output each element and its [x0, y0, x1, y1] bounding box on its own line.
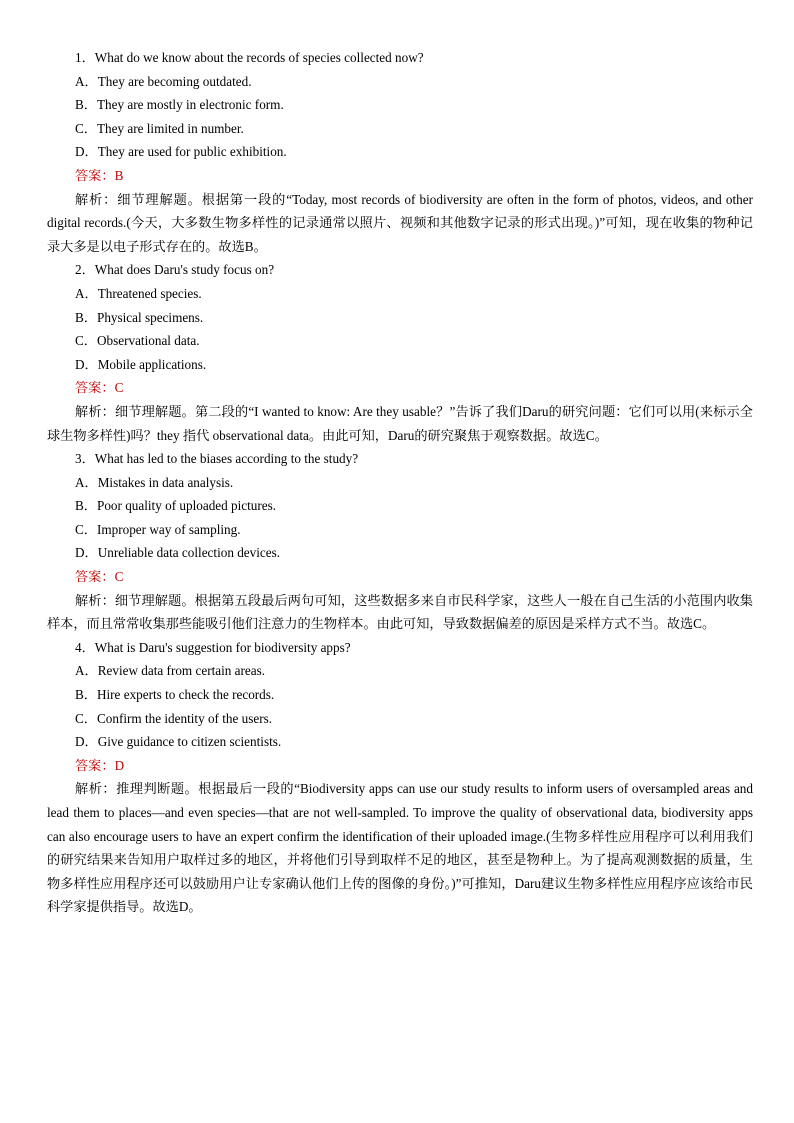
option-b: B．Poor quality of uploaded pictures. — [75, 498, 277, 514]
question-stem: 4．What is Daru's suggestion for biodiversity apps? — [75, 639, 351, 655]
option-b: B．Physical specimens. — [75, 309, 204, 325]
question-1 — [47, 46, 753, 258]
answer-value: D — [114, 757, 125, 773]
answer-label: 答案： — [75, 380, 115, 396]
option-d: D．Unreliable data collection devices. — [75, 545, 281, 561]
option-b: B．Hire experts to check the records. — [75, 687, 275, 703]
explanation: 解析：细节理解题。根据第五段最后两句可知，这些数据多来自市民科学家，这些人一般在自己生活的小范围内收集样本，而且常常收集那些能吸引他们注意力的生物样本。由此可知，导致数据偏差的原因是采样方式不当。故选C。 — [47, 592, 753, 632]
answer-label: 答案： — [75, 167, 115, 183]
option-c: C．Improper way of sampling. — [75, 521, 241, 537]
option-d: D．They are used for public exhibition. — [75, 144, 287, 160]
explanation: 解析：细节理解题。第二段的“I wanted to know: Are they usable？”告诉了我们Daru的研究问题：它们可以用(来标示全球生物多样性)吗？they 指代 observational data。由此可知，Daru的研究聚焦于观察数据。故选C。 — [47, 403, 753, 443]
answer-value: B — [114, 167, 124, 183]
document-page — [47, 46, 753, 919]
answer-line — [47, 565, 753, 589]
option-a: A．Threatened species. — [75, 285, 202, 301]
option-a: A．Review data from certain areas. — [75, 663, 266, 679]
answer-value: C — [114, 569, 124, 585]
option-b: B．They are mostly in electronic form. — [75, 97, 284, 113]
option-a: A．Mistakes in data analysis. — [75, 474, 234, 490]
answer-line — [47, 376, 753, 400]
question-stem: 2．What does Daru's study focus on? — [75, 262, 275, 278]
option-c: C．Confirm the identity of the users. — [75, 710, 273, 726]
answer-line — [47, 164, 753, 188]
question-stem: 3．What has led to the biases according to the study? — [75, 451, 359, 467]
question-stem: 1．What do we know about the records of species collected now? — [75, 50, 424, 65]
question-2 — [47, 258, 753, 447]
answer-line — [47, 754, 753, 778]
answer-value: C — [114, 380, 124, 396]
answer-label: 答案： — [75, 569, 115, 585]
explanation: 解析：细节理解题。根据第一段的“Today, most records of biodiversity are often in the form of photos, videos, and other digital records.(今天，大多数生物多样性的记录通常以照片、视频和其他数字记录的形式出现。)”可知，现在收集的物种记录大多是以电子形式存在的。故选B。 — [47, 191, 753, 254]
option-c: C．Observational data. — [75, 333, 200, 349]
explanation: 解析：推理判断题。根据最后一段的“Biodiversity apps can use our study results to inform users of oversampled areas and lead them to places—and even species—that are not well-sampled. To improve the quality of observational data, biodiversity apps can also encourage users to have an expert confirm the identification of their uploaded image.(生物多样性应用程序可以利用我们的研究结果来告知用户取样过多的地区，并将他们引导到取样不足的地区，甚至是物种上。为了提高观测数据的质量，生物多样性应用程序还可以鼓励用户让专家确认他们上传的图像的身份。)”可推知，Daru建议生物多样性应用程序应该给市民科学家提供指导。故选D。 — [47, 781, 753, 915]
option-c: C．They are limited in number. — [75, 120, 244, 136]
question-3 — [47, 447, 753, 636]
answer-label: 答案： — [75, 757, 115, 773]
question-4 — [47, 636, 753, 919]
option-d: D．Mobile applications. — [75, 356, 207, 372]
option-a: A．They are becoming outdated. — [75, 73, 252, 89]
option-d: D．Give guidance to citizen scientists. — [75, 734, 282, 750]
